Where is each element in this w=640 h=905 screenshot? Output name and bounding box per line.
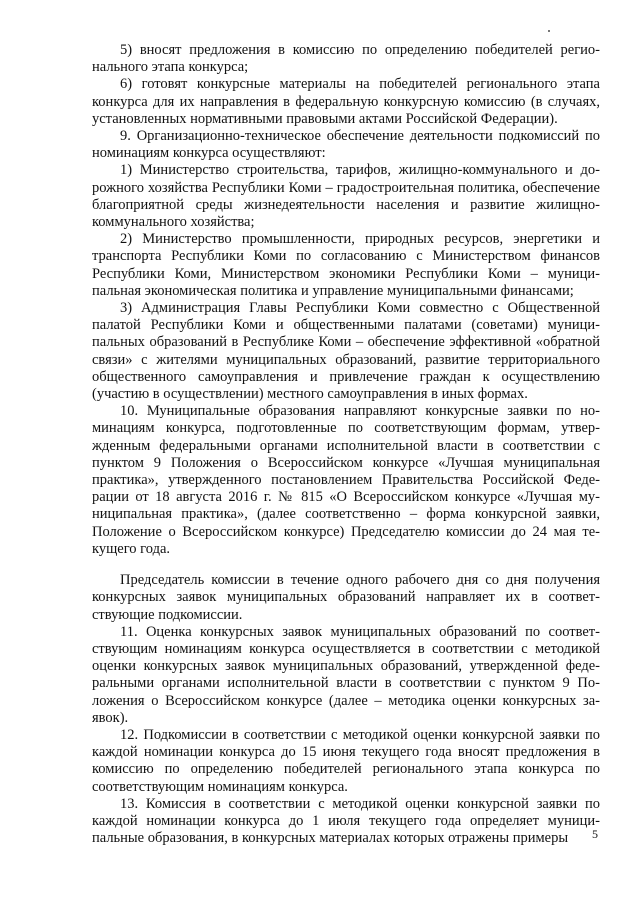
paragraph-item-6: 6) готовят конкурсные материалы на победителей регионального этапа конкурса для их направления в федеральную конкурсную комиссию (в случаях, установленных нормативными правовыми актами Российской Федерации). xyxy=(92,76,600,127)
paragraph-section-13: 13. Комиссия в соответствии с методикой оценки конкурсной заявки по каждой номинации конкурса до 1 июля текущего года определяет муниципальные образования, в конкурсных материалах которых отражены примеры xyxy=(92,795,600,847)
paragraph-chairman: Председатель комиссии в течение одного рабочего дня со дня получения конкурсных заявок муниципальных образований направляет их в соответствующие подкомиссии. xyxy=(92,572,600,623)
paragraph-section-12: 12. Подкомиссии в соответствии с методикой оценки конкурсной заявки по каждой номинации конкурса до 15 июня текущего года вносят предложения в комиссию по определению победителей регионального этапа конкурса по соответствующим номинациям конкурса. xyxy=(92,726,600,795)
paragraph-item-5: 5) вносят предложения в комиссию по определению победителей регионального этапа конкурса; xyxy=(92,42,600,76)
paragraph-section-9: 9. Организационно-техническое обеспечение деятельности подкомиссий по номинациям конкурса осуществляют: xyxy=(92,128,600,162)
paragraph-section-10: 10. Муниципальные образования направляют конкурсные заявки по номинациям конкурса, подготовленные по соответствующим формам, утвержденным федеральными органами исполнительной власти в соответствии с пунктом 9 Положения о Всероссийском конкурсе «Лучшая муниципальная практика», утвержденного постановлением Правительства Российской Федерации от 18 августа 2016 г. № 815 «О Всероссийском конкурсе «Лучшая муниципальная практика», (далее соответственно – форма конкурсной заявки, Положение о Всероссийском конкурсе) Председателю комиссии до 24 мая текущего года. xyxy=(92,403,600,557)
paragraph-section-11: 11. Оценка конкурсных заявок муниципальных образований по соответствующим номинациям конкурса осуществляется в соответствии с методикой оценки конкурсных заявок муниципальных образований, утвержденной федеральными органами исполнительной власти в соответствии с пунктом 9 Положения о Всероссийском конкурсе (далее – методика оценки конкурсных заявок). xyxy=(92,623,600,726)
paragraph-section-9-item-3: 3) Администрация Главы Республики Коми совместно с Общественной палатой Республики Коми и общественными палатами (советами) муниципальных образований в Республике Коми – обеспечение эффективной «обратной связи» с жителями муниципальных образований, развитие территориального общественного самоуправления и привлечение граждан к осуществлению (участию в осуществлении) местного самоуправления в иных формах. xyxy=(92,300,600,403)
paragraph-section-9-item-2: 2) Министерство промышленности, природных ресурсов, энергетики и транспорта Республики Коми по согласованию с Министерством финансов Республики Коми, Министерством экономики Республики Коми – муниципальная экономическая политика и управление муниципальными финансами; xyxy=(92,231,600,299)
document-page xyxy=(92,42,600,847)
scan-speck xyxy=(548,30,550,32)
paragraph-section-9-item-1: 1) Министерство строительства, тарифов, жилищно-коммунального и дорожного хозяйства Республики Коми – градостроительная политика, обеспечение благоприятной среды жизнедеятельности населения и развитие жилищно-коммунального хозяйства; xyxy=(92,162,600,231)
page-number: 5 xyxy=(592,827,598,841)
